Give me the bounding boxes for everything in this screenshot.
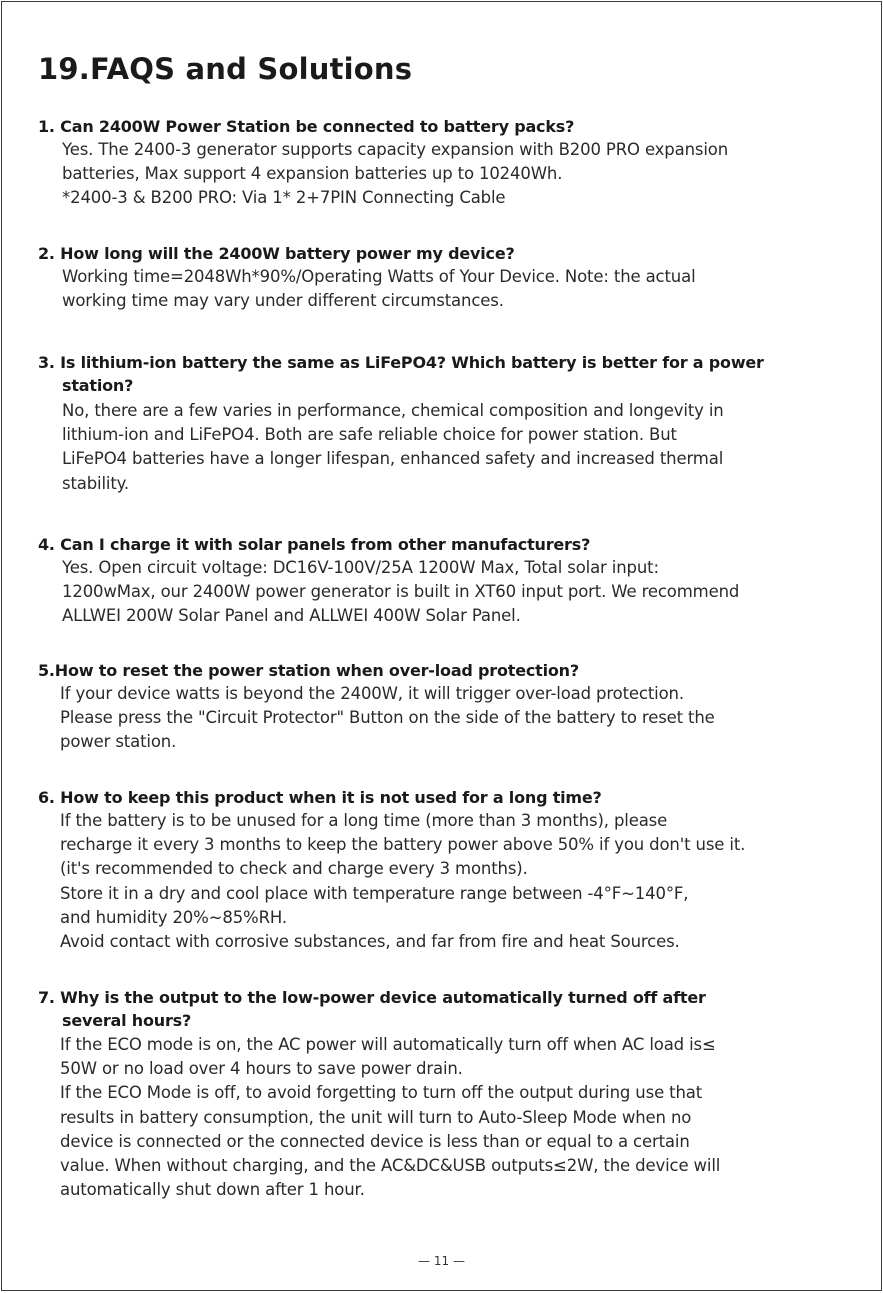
page-title: 19.FAQS and Solutions xyxy=(38,52,413,86)
page-number: — 11 — xyxy=(418,1254,465,1268)
answer-line: Store it in a dry and cool place with temperature range between -4°F~140°F, xyxy=(60,883,689,903)
faq-1-question xyxy=(38,115,574,138)
faq-6-question xyxy=(38,786,602,809)
answer-line: If the ECO Mode is off, to avoid forgetting to turn off the output during use that xyxy=(60,1083,703,1103)
manual-page xyxy=(1,1,882,1291)
faq-question-line: 6. How to keep this product when it is not used for a long time? xyxy=(38,788,602,807)
faq-2-question xyxy=(38,242,515,265)
faq-5-answer xyxy=(60,682,715,755)
faq-7-question xyxy=(38,986,706,1032)
faq-2-answer xyxy=(62,265,696,313)
answer-line: results in battery consumption, the unit will turn to Auto-Sleep Mode when no xyxy=(60,1107,692,1127)
answer-line: No, there are a few varies in performance, chemical composition and longevity in xyxy=(62,401,724,420)
answer-line: Working time=2048Wh*90%/Operating Watts of Your Device. Note: the actual xyxy=(62,267,696,286)
answer-line: recharge it every 3 months to keep the battery power above 50% if you don't use it. xyxy=(60,835,746,855)
answer-line: batteries, Max support 4 expansion batteries up to 10240Wh. xyxy=(62,164,563,184)
faq-6-answer xyxy=(60,809,745,954)
faq-question-line: 7. Why is the output to the low-power device automatically turned off after xyxy=(38,988,706,1007)
faq-4-answer xyxy=(62,556,739,629)
answer-line: value. When without charging, and the AC&DC&USB outputs≤2W, the device will xyxy=(60,1156,721,1176)
answer-line: automatically shut down after 1 hour. xyxy=(60,1180,365,1200)
answer-line: If your device watts is beyond the 2400W, it will trigger over-load protection. xyxy=(60,684,684,703)
faq-7-answer xyxy=(60,1033,720,1202)
answer-line: Yes. Open circuit voltage: DC16V-100V/25A 1200W Max, Total solar input: xyxy=(62,558,659,577)
faq-question-line: 2. How long will the 2400W battery power my device? xyxy=(38,244,515,263)
faq-3-question xyxy=(38,351,764,397)
answer-line: *2400-3 & B200 PRO: Via 1* 2+7PIN Connecting Cable xyxy=(62,188,506,208)
faq-question-line: 1. Can 2400W Power Station be connected to battery packs? xyxy=(38,117,575,136)
faq-question-line: several hours? xyxy=(62,1011,192,1030)
answer-line: If the ECO mode is on, the AC power will automatically turn off when AC load is≤ xyxy=(60,1035,716,1054)
faq-question-line: 3. Is lithium-ion battery the same as LiFePO4? Which battery is better for a power xyxy=(38,353,764,372)
answer-line: ALLWEI 200W Solar Panel and ALLWEI 400W Solar Panel. xyxy=(62,606,521,626)
answer-line: 50W or no load over 4 hours to save power drain. xyxy=(60,1059,463,1079)
answer-line: working time may vary under different circumstances. xyxy=(62,291,504,311)
faq-1-answer xyxy=(62,138,728,211)
faq-question-line: 5.How to reset the power station when over-load protection? xyxy=(38,661,579,680)
faq-3-answer xyxy=(62,399,724,496)
faq-question-line: 4. Can I charge it with solar panels from other manufacturers? xyxy=(38,535,591,554)
faq-5-question xyxy=(38,659,579,682)
answer-line: power station. xyxy=(60,732,177,752)
answer-line: 1200wMax, our 2400W power generator is built in XT60 input port. We recommend xyxy=(62,582,740,602)
answer-line: and humidity 20%~85%RH. xyxy=(60,907,287,927)
answer-line: (it's recommended to check and charge every 3 months). xyxy=(60,859,528,879)
answer-line: Please press the "Circuit Protector" Button on the side of the battery to reset the xyxy=(60,708,715,728)
faq-question-line: station? xyxy=(62,376,134,395)
answer-line: Yes. The 2400-3 generator supports capacity expansion with B200 PRO expansion xyxy=(62,140,729,159)
answer-line: Avoid contact with corrosive substances, and far from fire and heat Sources. xyxy=(60,932,680,952)
answer-line: If the battery is to be unused for a long time (more than 3 months), please xyxy=(60,811,668,830)
answer-line: LiFePO4 batteries have a longer lifespan, enhanced safety and increased thermal xyxy=(62,449,724,469)
answer-line: lithium-ion and LiFePO4. Both are safe reliable choice for power station. But xyxy=(62,425,677,445)
faq-4-question xyxy=(38,533,590,556)
answer-line: stability. xyxy=(62,473,130,493)
answer-line: device is connected or the connected device is less than or equal to a certain xyxy=(60,1131,690,1151)
